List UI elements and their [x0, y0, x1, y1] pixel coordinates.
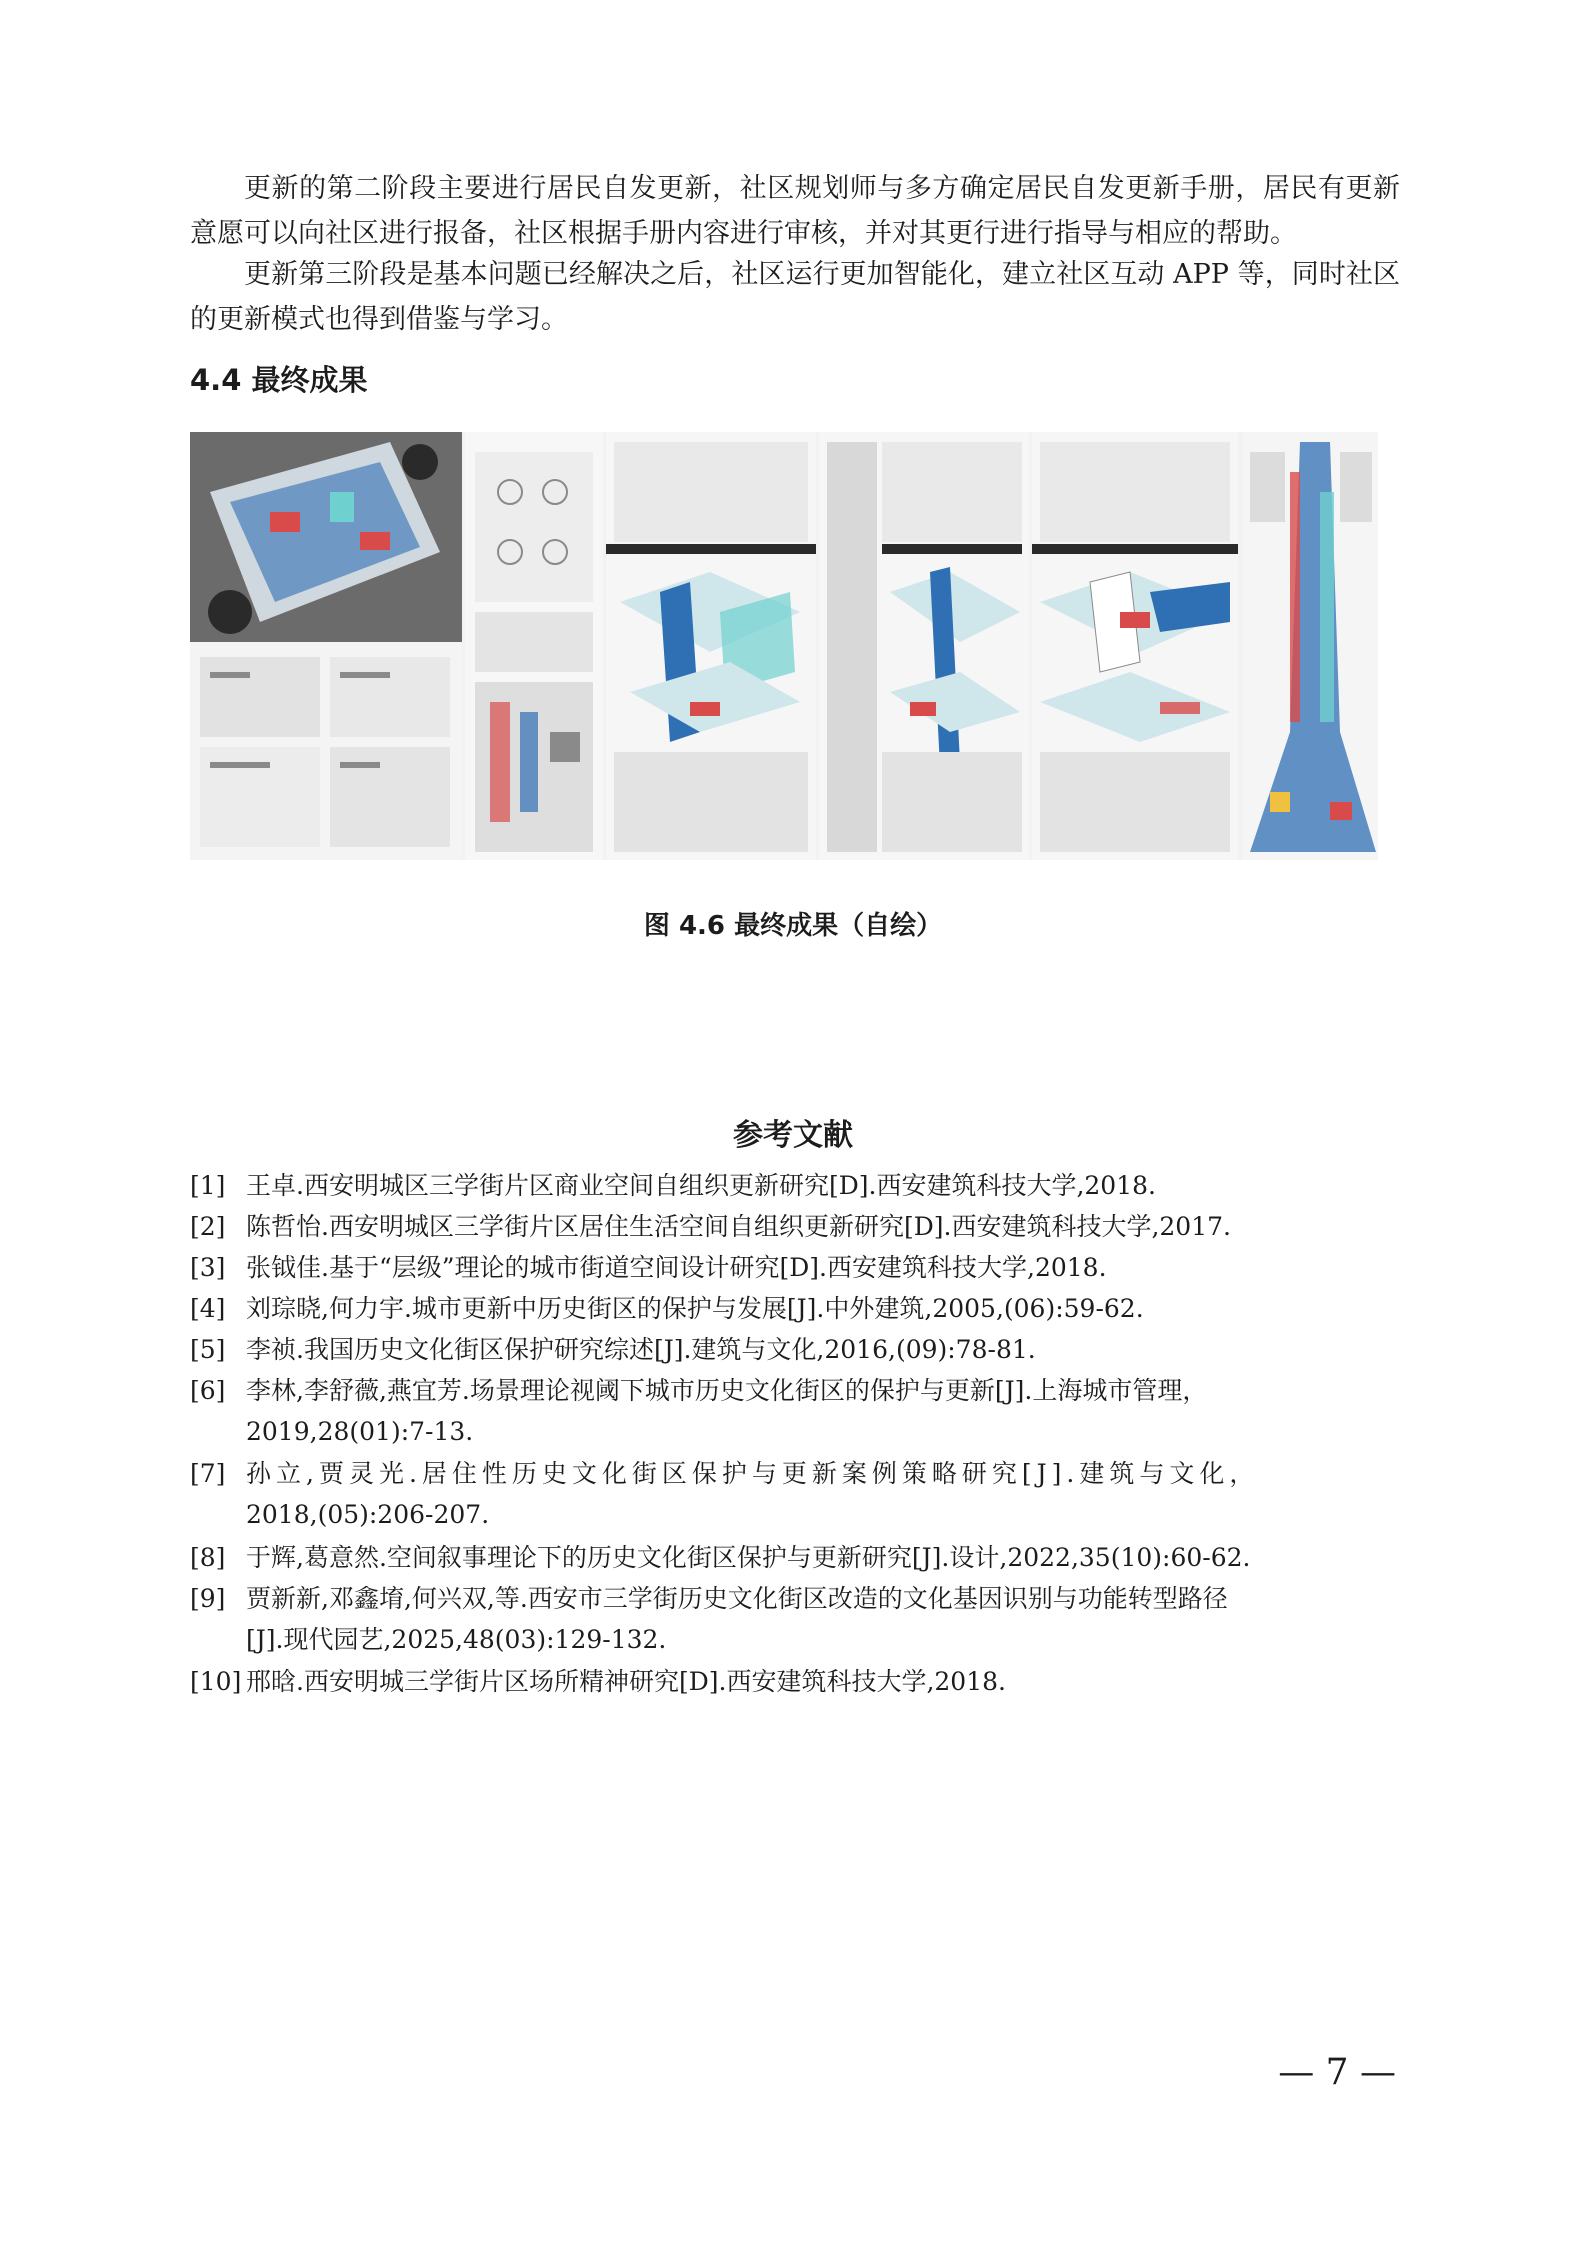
- figure-panel-5: [1032, 432, 1238, 860]
- reference-item: [190, 1247, 1400, 1288]
- reference-text-continued: 2019,28(01):7-13.: [246, 1417, 474, 1446]
- reference-text: 王卓.西安明城区三学街片区商业空间自组织更新研究[D].西安建筑科技大学,2018.: [246, 1171, 1156, 1200]
- reference-text: 张钺佳.基于“层级”理论的城市街道空间设计研究[D].西安建筑科技大学,2018.: [246, 1253, 1107, 1282]
- reference-text: 李林,李舒薇,燕宜芳.场景理论视阈下城市历史文化街区的保护与更新[J].上海城市管理，: [246, 1376, 1208, 1405]
- reference-number: [9]: [190, 1584, 226, 1613]
- figure-panel-4: [819, 432, 1029, 860]
- reference-number: [1]: [190, 1171, 226, 1200]
- reference-number: [10]: [190, 1667, 242, 1696]
- figure-panel-3: [606, 432, 816, 860]
- reference-item: [190, 1288, 1400, 1329]
- reference-text: 邢晗.西安明城三学街片区场所精神研究[D].西安建筑科技大学,2018.: [246, 1667, 1006, 1696]
- reference-number: [5]: [190, 1335, 226, 1364]
- reference-item: [190, 1206, 1400, 1247]
- reference-item: [190, 1578, 1400, 1660]
- figure-panel-6: [1242, 432, 1378, 860]
- reference-number: [7]: [190, 1459, 226, 1488]
- figure-panel-1: [190, 432, 462, 860]
- reference-item: [190, 1165, 1400, 1206]
- reference-text: 刘琮晓,何力宇.城市更新中历史街区的保护与发展[J].中外建筑,2005,(06):59-62.: [246, 1294, 1144, 1323]
- reference-number: [3]: [190, 1253, 226, 1282]
- reference-text-continued: 2018,(05):206-207.: [246, 1500, 490, 1529]
- figure-collage: [190, 432, 1378, 860]
- reference-text-continued: [J].现代园艺,2025,48(03):129-132.: [246, 1625, 667, 1654]
- reference-item: [190, 1370, 1400, 1452]
- reference-text: 贾新新,邓鑫堉,何兴双,等.西安市三学街历史文化街区改造的文化基因识别与功能转型路径: [246, 1584, 1228, 1613]
- reference-item: [190, 1661, 1400, 1702]
- body-paragraph-1: 更新的第二阶段主要进行居民自发更新，社区规划师与多方确定居民自发更新手册，居民有更新意愿可以向社区进行报备，社区根据手册内容进行审核，并对其更行进行指导与相应的帮助。: [190, 173, 1400, 249]
- page-number: — 7 —: [1278, 2052, 1396, 2093]
- reference-number: [6]: [190, 1376, 226, 1405]
- reference-item: [190, 1537, 1400, 1578]
- reference-number: [2]: [190, 1212, 226, 1241]
- references-title: 参考文献: [733, 1118, 853, 1153]
- reference-text: 孙立,贾灵光.居住性历史文化街区保护与更新案例策略研究[J].建筑与文化，: [246, 1459, 1260, 1488]
- section-title: 4.4 最终成果: [190, 363, 368, 397]
- reference-text: 于辉,葛意然.空间叙事理论下的历史文化街区保护与更新研究[J].设计,2022,35(10):60-62.: [246, 1543, 1251, 1572]
- reference-number: [4]: [190, 1294, 226, 1323]
- reference-item: [190, 1453, 1400, 1535]
- final-result-figure: [190, 432, 1378, 860]
- reference-text: 陈哲怡.西安明城区三学街片区居住生活空间自组织更新研究[D].西安建筑科技大学,2017.: [246, 1212, 1231, 1241]
- body-paragraph-2: 更新第三阶段是基本问题已经解决之后，社区运行更加智能化，建立社区互动 APP 等，同时社区的更新模式也得到借鉴与学习。: [190, 259, 1400, 335]
- reference-item: [190, 1329, 1400, 1370]
- figure-caption: 图 4.6 最终成果（自绘）: [643, 911, 943, 941]
- figure-panel-2: [465, 432, 603, 860]
- reference-text: 李祯.我国历史文化街区保护研究综述[J].建筑与文化,2016,(09):78-81.: [246, 1335, 1036, 1364]
- reference-number: [8]: [190, 1543, 226, 1572]
